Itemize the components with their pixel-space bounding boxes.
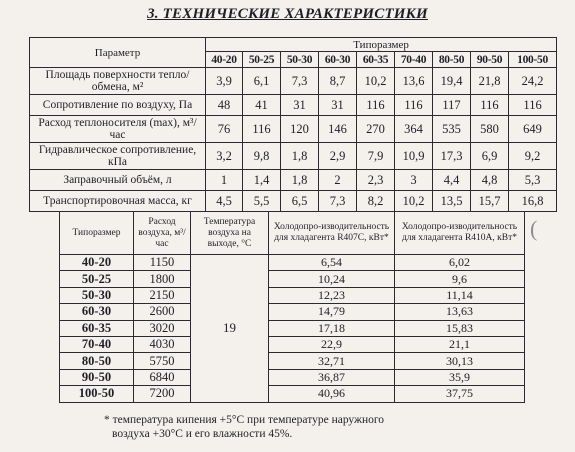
r407c-cell: 22,9 bbox=[269, 336, 395, 352]
cooling-row bbox=[60, 369, 525, 385]
spec-value: 10,2 bbox=[357, 68, 395, 95]
size-header-cell: 70-40 bbox=[395, 52, 433, 68]
r407c-cell: 17,18 bbox=[269, 320, 395, 336]
spec-value: 8,7 bbox=[319, 68, 357, 95]
flow-cell: 6840 bbox=[134, 369, 191, 385]
flow-cell: 1800 bbox=[134, 271, 191, 287]
size-header-cell: 50-25 bbox=[243, 52, 281, 68]
spec-value: 4,4 bbox=[433, 170, 471, 191]
spec-value: 9,2 bbox=[509, 143, 557, 170]
footnote bbox=[104, 413, 384, 441]
flow-cell: 4030 bbox=[134, 336, 191, 352]
cooling-row bbox=[60, 304, 525, 320]
spec-value: 10,9 bbox=[395, 143, 433, 170]
size-header-cell: 100-50 bbox=[509, 52, 557, 68]
r410a-cell: 37,75 bbox=[395, 386, 525, 402]
size-header-cell: 40-20 bbox=[206, 52, 243, 68]
section-title bbox=[0, 6, 575, 23]
scan-mark: ( bbox=[530, 216, 538, 241]
r410a-cell: 6,02 bbox=[395, 255, 525, 271]
spec-value: 7,3 bbox=[319, 191, 357, 212]
spec-value: 3,9 bbox=[206, 68, 243, 95]
temperature-cell: 19 bbox=[191, 255, 269, 403]
spec-value: 5,5 bbox=[243, 191, 281, 212]
cooling-header-cell: Холодопро-изводительность для хладагента R407C, кВт* bbox=[269, 212, 395, 255]
spec-value: 76 bbox=[206, 116, 243, 143]
cooling-row bbox=[60, 255, 525, 271]
spec-value: 580 bbox=[471, 116, 509, 143]
spec-label: Сопротивление по воздуху, Па bbox=[30, 95, 206, 116]
spec-value: 116 bbox=[243, 116, 281, 143]
footnote-line-1: * температура кипения +5°С при температуре наружного bbox=[104, 414, 385, 426]
spec-value: 7,9 bbox=[357, 143, 395, 170]
cooling-row bbox=[60, 271, 525, 287]
spec-value: 6,1 bbox=[243, 68, 281, 95]
size-header-cell: 60-30 bbox=[319, 52, 357, 68]
spec-value: 116 bbox=[357, 95, 395, 116]
spec-label: Расход теплоносителя (max), м³/час bbox=[30, 116, 206, 143]
size-cell: 100-50 bbox=[60, 386, 134, 402]
cooling-row bbox=[60, 336, 525, 352]
spec-value: 1,8 bbox=[281, 170, 319, 191]
r407c-cell: 6,54 bbox=[269, 255, 395, 271]
spec-value: 5,3 bbox=[509, 170, 557, 191]
spec-value: 116 bbox=[395, 95, 433, 116]
section-title-text: 3. ТЕХНИЧЕСКИЕ ХАРАКТЕРИСТИКИ bbox=[147, 6, 428, 22]
spec-value: 13,5 bbox=[433, 191, 471, 212]
r407c-cell: 12,23 bbox=[269, 287, 395, 303]
r407c-cell: 36,87 bbox=[269, 369, 395, 385]
spec-value: 1 bbox=[206, 170, 243, 191]
spec-value: 15,7 bbox=[471, 191, 509, 212]
flow-cell: 2600 bbox=[134, 304, 191, 320]
cooling-header-cell: Холодопро-изводительность для хладагента R410A, кВт* bbox=[395, 212, 525, 255]
r407c-cell: 14,79 bbox=[269, 304, 395, 320]
spec-value: 535 bbox=[433, 116, 471, 143]
size-cell: 50-30 bbox=[60, 287, 134, 303]
spec-row bbox=[30, 170, 557, 191]
spec-value: 31 bbox=[281, 95, 319, 116]
flow-cell: 7200 bbox=[134, 386, 191, 402]
spec-value: 6,5 bbox=[281, 191, 319, 212]
r410a-cell: 30,13 bbox=[395, 353, 525, 369]
param-header: Параметр bbox=[30, 38, 206, 68]
spec-value: 24,2 bbox=[509, 68, 557, 95]
spec-label: Заправочный объём, л bbox=[30, 170, 206, 191]
spec-row bbox=[30, 143, 557, 170]
cooling-header-cell: Температура воздуха на выходе, °С bbox=[191, 212, 269, 255]
r410a-cell: 35,9 bbox=[395, 369, 525, 385]
spec-value: 117 bbox=[433, 95, 471, 116]
size-cell: 70-40 bbox=[60, 336, 134, 352]
spec-value: 10,2 bbox=[395, 191, 433, 212]
r407c-cell: 32,71 bbox=[269, 353, 395, 369]
spec-value: 364 bbox=[395, 116, 433, 143]
spec-row bbox=[30, 116, 557, 143]
spec-value: 2 bbox=[319, 170, 357, 191]
spec-value: 48 bbox=[206, 95, 243, 116]
spec-value: 3,2 bbox=[206, 143, 243, 170]
spec-value: 146 bbox=[319, 116, 357, 143]
spec-label: Транспортировочная масса, кг bbox=[30, 191, 206, 212]
r410a-cell: 9,6 bbox=[395, 271, 525, 287]
r407c-cell: 40,96 bbox=[269, 386, 395, 402]
size-header-cell: 80-50 bbox=[433, 52, 471, 68]
spec-value: 7,3 bbox=[281, 68, 319, 95]
spec-value: 21,8 bbox=[471, 68, 509, 95]
cooling-table bbox=[59, 211, 525, 403]
size-cell: 40-20 bbox=[60, 255, 134, 271]
footnote-line-2: воздуха +30°С и его влажности 45%. bbox=[112, 428, 293, 440]
spec-row bbox=[30, 68, 557, 95]
r410a-cell: 15,83 bbox=[395, 320, 525, 336]
spec-value: 3 bbox=[395, 170, 433, 191]
spec-value: 116 bbox=[509, 95, 557, 116]
size-header-cell: 50-30 bbox=[281, 52, 319, 68]
flow-cell: 2150 bbox=[134, 287, 191, 303]
r410a-cell: 13,63 bbox=[395, 304, 525, 320]
size-group-header: Типоразмер bbox=[206, 38, 557, 52]
spec-value: 120 bbox=[281, 116, 319, 143]
size-cell: 60-35 bbox=[60, 320, 134, 336]
spec-value: 19,4 bbox=[433, 68, 471, 95]
spec-value: 1,4 bbox=[243, 170, 281, 191]
r407c-cell: 10,24 bbox=[269, 271, 395, 287]
cooling-header-cell: Расход воздуха, м³/час bbox=[134, 212, 191, 255]
spec-row bbox=[30, 191, 557, 212]
spec-value: 17,3 bbox=[433, 143, 471, 170]
spec-value: 16,8 bbox=[509, 191, 557, 212]
size-cell: 50-25 bbox=[60, 271, 134, 287]
spec-label: Площадь поверхности тепло/обмена, м² bbox=[30, 68, 206, 95]
specs-table bbox=[29, 37, 557, 212]
spec-value: 4,5 bbox=[206, 191, 243, 212]
flow-cell: 1150 bbox=[134, 255, 191, 271]
spec-value: 8,2 bbox=[357, 191, 395, 212]
spec-value: 2,3 bbox=[357, 170, 395, 191]
spec-value: 2,9 bbox=[319, 143, 357, 170]
spec-value: 41 bbox=[243, 95, 281, 116]
cooling-row bbox=[60, 287, 525, 303]
size-cell: 90-50 bbox=[60, 369, 134, 385]
cooling-row bbox=[60, 320, 525, 336]
flow-cell: 5750 bbox=[134, 353, 191, 369]
spec-value: 270 bbox=[357, 116, 395, 143]
spec-row bbox=[30, 95, 557, 116]
r410a-cell: 21,1 bbox=[395, 336, 525, 352]
size-cell: 80-50 bbox=[60, 353, 134, 369]
r410a-cell: 11,14 bbox=[395, 287, 525, 303]
spec-value: 1,8 bbox=[281, 143, 319, 170]
spec-value: 649 bbox=[509, 116, 557, 143]
size-header-cell: 90-50 bbox=[471, 52, 509, 68]
spec-label: Гидравлическое сопротивление, кПа bbox=[30, 143, 206, 170]
spec-value: 116 bbox=[471, 95, 509, 116]
spec-value: 4,8 bbox=[471, 170, 509, 191]
flow-cell: 3020 bbox=[134, 320, 191, 336]
spec-value: 9,8 bbox=[243, 143, 281, 170]
spec-value: 31 bbox=[319, 95, 357, 116]
size-header-cell: 60-35 bbox=[357, 52, 395, 68]
spec-value: 13,6 bbox=[395, 68, 433, 95]
spec-value: 6,9 bbox=[471, 143, 509, 170]
cooling-row bbox=[60, 353, 525, 369]
cooling-header-cell: Типоразмер bbox=[60, 212, 134, 255]
cooling-row bbox=[60, 386, 525, 402]
size-cell: 60-30 bbox=[60, 304, 134, 320]
